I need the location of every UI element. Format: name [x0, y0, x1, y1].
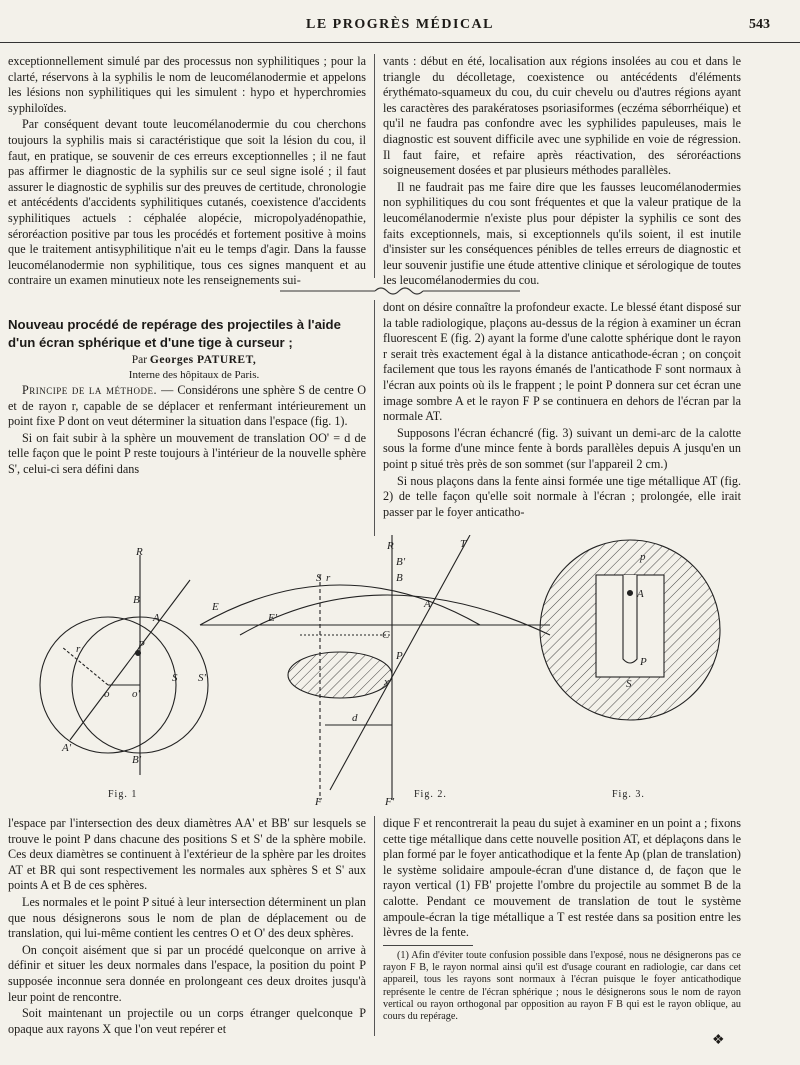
fig1-label: o [104, 688, 110, 700]
paragraph: dique F et rencontrerait la peau du sujet à examiner en un point a ; fixons cette tige métallique dans cette nouvelle position AT, et déplaçons dans le plan formé par le foyer anticathodique et la fente Ap (plan de translation) le système solidaire ampoule-écran d'une distance d, de façon que le rayon vertical (1) FB' projette l'ombre du projectile au sommet B de la calotte. Pendant ce mouvement de translation de tout le système ampoule-écran la tige métallique a T est restée dans sa position entre les lèvres de la fente. [383, 816, 741, 940]
author-name: Georges PATURET, [149, 354, 257, 366]
fig1-label: B [133, 594, 140, 606]
fig2-label: F [315, 796, 322, 808]
paragraph: Il ne faudrait pas me faire dire que les fausses leucomélanodermies non syphilitiques du cou sont fréquentes et que la valeur pratique de la leucomélanodermie n'existe plus pour dépister la syphilis ce sont des faits exceptionnels, mais, si exceptionnels qu'ils soient, il est inutile d'insister sur les conséquences pénibles de telles erreurs de diagnostic et leur souvenir justifie une étude attentive clinique et sérologique de toutes les leucomélanodermies du cou. [383, 179, 741, 288]
author-prefix: Par [131, 354, 148, 366]
column-divider [374, 54, 375, 278]
fig1-label: B' [132, 754, 142, 766]
fig3-label: p [640, 551, 646, 563]
footnote-text: (1) Afin d'éviter toute confusion possible dans l'exposé, nous ne désignerons pas ce rayon F B, le rayon normal ainsi qu'il est d'usage courant en radiologie, car dans cet appareil, tous les rayons sont normaux à l'écran puisque le foyer anticathodique représente le centre de l'écran sphérique ; nous le désignerons sous le nom de rayon vertical ou rayon orthogonal par opposition au rayon F B qui est le rayon oblique, au cours du repérage. [383, 950, 741, 1023]
page-number: 543 [749, 17, 770, 32]
column-left-bottom [8, 816, 366, 1038]
journal-title: LE PROGRÈS MÉDICAL [305, 17, 495, 32]
paragraph: Par conséquent devant toute leucomélanodermie du cou cherchons toujours la syphilis mais si caractéristique que soit la lésion du cou, il faut, en pratique, se souvenir de ces erreurs exceptionnelles ; il ne faut pas affirmer le diagnostic de la syphilis sur ce seul signe isolé ; il faut assurer le diagnostic de syphilis sur des preuves de certitude, chronologie et antécédents d'accidents syphilitiques cutanés, coexistence d'accidents syphilitiques actuels : céphalée alopécie, micropolyadénopathie, séroréaction positive par tous les procédés et fortement positive à moins que le traitement antisyphilitique n'ait eu le temps d'agir. Dans la fausse leucomélanodermie non syphilitique, tous ces signes manquent et au contraire un examen minutieux note les renseignements sui- [8, 117, 366, 288]
fig2-label: T [460, 538, 467, 550]
author-line [8, 353, 366, 367]
article-right-column [383, 300, 741, 521]
article-title: Nouveau procédé de repérage des projectiles à l'aide d'un écran sphérique et d'une tige à curseur ; [8, 317, 341, 350]
paragraph: On conçoit aisément que si par un procédé quelconque on arrive à définir et situer les deux normales dans l'espace, la position du point P supposée inconnue sera donnée en prolongeant ces deux droites jusqu'à leur point de rencontre. [8, 942, 366, 1004]
fig2-label: F' [385, 796, 395, 808]
paragraph: exceptionnellement simulé par des processus non syphilitiques ; pour la clarté, réservons à la syphilis le nom de leucomélanodermie et appelons les lésions non syphilitiques qui les simulent : hypo et hyperchromies syphiloïdes. [8, 54, 366, 115]
fig1-label: A [153, 612, 160, 624]
footnote-rule [383, 945, 473, 946]
fig1-label: S' [198, 672, 206, 684]
paragraph: Si nous plaçons dans la fente ainsi formée une tige métallique AT (fig. 2) de telle façon qu'elle soit normale à l'écran ; prolongée, elle irait passer par le foyer anticatho- [383, 473, 741, 519]
page-header [0, 14, 800, 43]
fig2-label: E [212, 601, 219, 613]
fig1-label: R [136, 546, 143, 558]
fig1-caption: Fig. 1 [108, 789, 138, 800]
figure-3 [540, 540, 720, 720]
ornament-icon: ❖ [712, 1033, 725, 1048]
paragraph: vants : début en été, localisation aux régions insolées au cou et dans le triangle du décolletage, coexistence ou antécédents d'éléments érythémato-squameux du cou, du cuir chevelu ou d'autres régions ayant les caractères des parakératoses psoriasiformes (eczéma séborrhéique) et qu'il ne faudra pas confondre avec les syphilides papuleuses, mais le diagnostic est souvent difficile avec une syphilide en voie de régression. Il faut faire, et refaire après réactivation, des séroréactions soigneusement dosées et par plusieurs méthodes parallèles. [383, 54, 741, 178]
paragraph: l'espace par l'intersection des deux diamètres AA' et BB' sur lesquels se trouve le point P dans chacune des positions S et S' de la sphère mobile. Ces deux diamètres se continuent à l'extérieur de la sphère par les droites AT et BR qui sont respectivement les normales aux sphères S et S' aux points A et B de ces sphères. [8, 816, 366, 893]
paragraph: Si on fait subir à la sphère un mouvement de translation OO' = d de telle façon que le point P reste toujours à l'intérieur de la nouvelle sphère S', celui-ci sera défini dans [8, 430, 366, 476]
paragraph: dont on désire connaître la profondeur exacte. Le blessé étant disposé sur la table radiologique, plaçons au-dessus de la région à examiner un écran fluorescent E (fig. 2) ayant la forme d'une calotte sphérique dont le rayon r serait très exactement égal à la distance anticathode-écran ; on conçoit facilement que tous les rayons émanés de l'anticathode F sont normaux à l'écran aux points où ils le frappent ; le point P donnera sur cet écran une image sombre A et le rayon F P se continuera en dehors de l'écran par la normale AT. [383, 300, 741, 424]
fig2-label: r [326, 572, 331, 584]
fig2-caption: Fig. 2. [414, 789, 447, 800]
paragraph: Supposons l'écran échancré (fig. 3) suivant un demi-arc de la calotte sous la forme d'une mince fente à bords parallèles depuis A jusqu'en un point p situé très près de son sommet (sur l'appareil 2 cm.) [383, 425, 741, 471]
fig2-label: R [387, 540, 394, 552]
fig2-label: A [424, 598, 431, 610]
fig1-label: A' [62, 742, 72, 754]
fig2-label: B [396, 572, 403, 584]
article-left-column [8, 316, 366, 479]
fig1-label: S [172, 672, 178, 684]
fig2-label: d [352, 712, 358, 724]
fig2-label: P [396, 650, 403, 662]
column-right-top [383, 54, 741, 290]
paragraph: Les normales et le point P situé à leur intersection déterminent un plan que nous désignerons sous le nom de plan de déplacement ou de translation, qui lui-même contient les centres O et O' des deux sphères. [8, 894, 366, 941]
fig3-caption: Fig. 3. [612, 789, 645, 800]
paragraph: Soit maintenant un projectile ou un corps étranger quelconque P opaque aux rayons X que l'on veut repérer et [8, 1006, 366, 1036]
fig2-label: S [316, 572, 322, 584]
fig2-label: E' [268, 612, 278, 624]
figures-svg [0, 535, 800, 810]
fig1-label: o' [132, 688, 140, 700]
fig3-label: S [626, 678, 632, 690]
column-divider [374, 300, 375, 536]
section-heading: Principe de la méthode. — [22, 383, 174, 397]
paragraph [8, 383, 366, 430]
column-divider [374, 816, 375, 1036]
fig2-label: C [382, 629, 390, 641]
column-right-bottom [383, 816, 741, 942]
figures-area [0, 535, 800, 810]
author-affiliation: Interne des hôpitaux de Paris. [128, 369, 260, 381]
footnote [383, 950, 741, 1024]
figure-2 [200, 535, 550, 800]
fig2-label: B' [396, 556, 406, 568]
column-left-top [8, 54, 366, 290]
section-separator [280, 284, 520, 298]
fig2-label: x [384, 676, 389, 688]
fig1-label: P [138, 639, 145, 651]
fig3-label: P [640, 656, 647, 668]
fig3-label: A [637, 588, 644, 600]
paragraph-text: Considérons une sphère S de centre O et de rayon r, capable de se déplacer et renfermant intérieurement un point fixe P dont on veut déterminer la situation dans l'espace (fig. 1). [8, 383, 366, 429]
fig1-label: r [76, 643, 81, 655]
